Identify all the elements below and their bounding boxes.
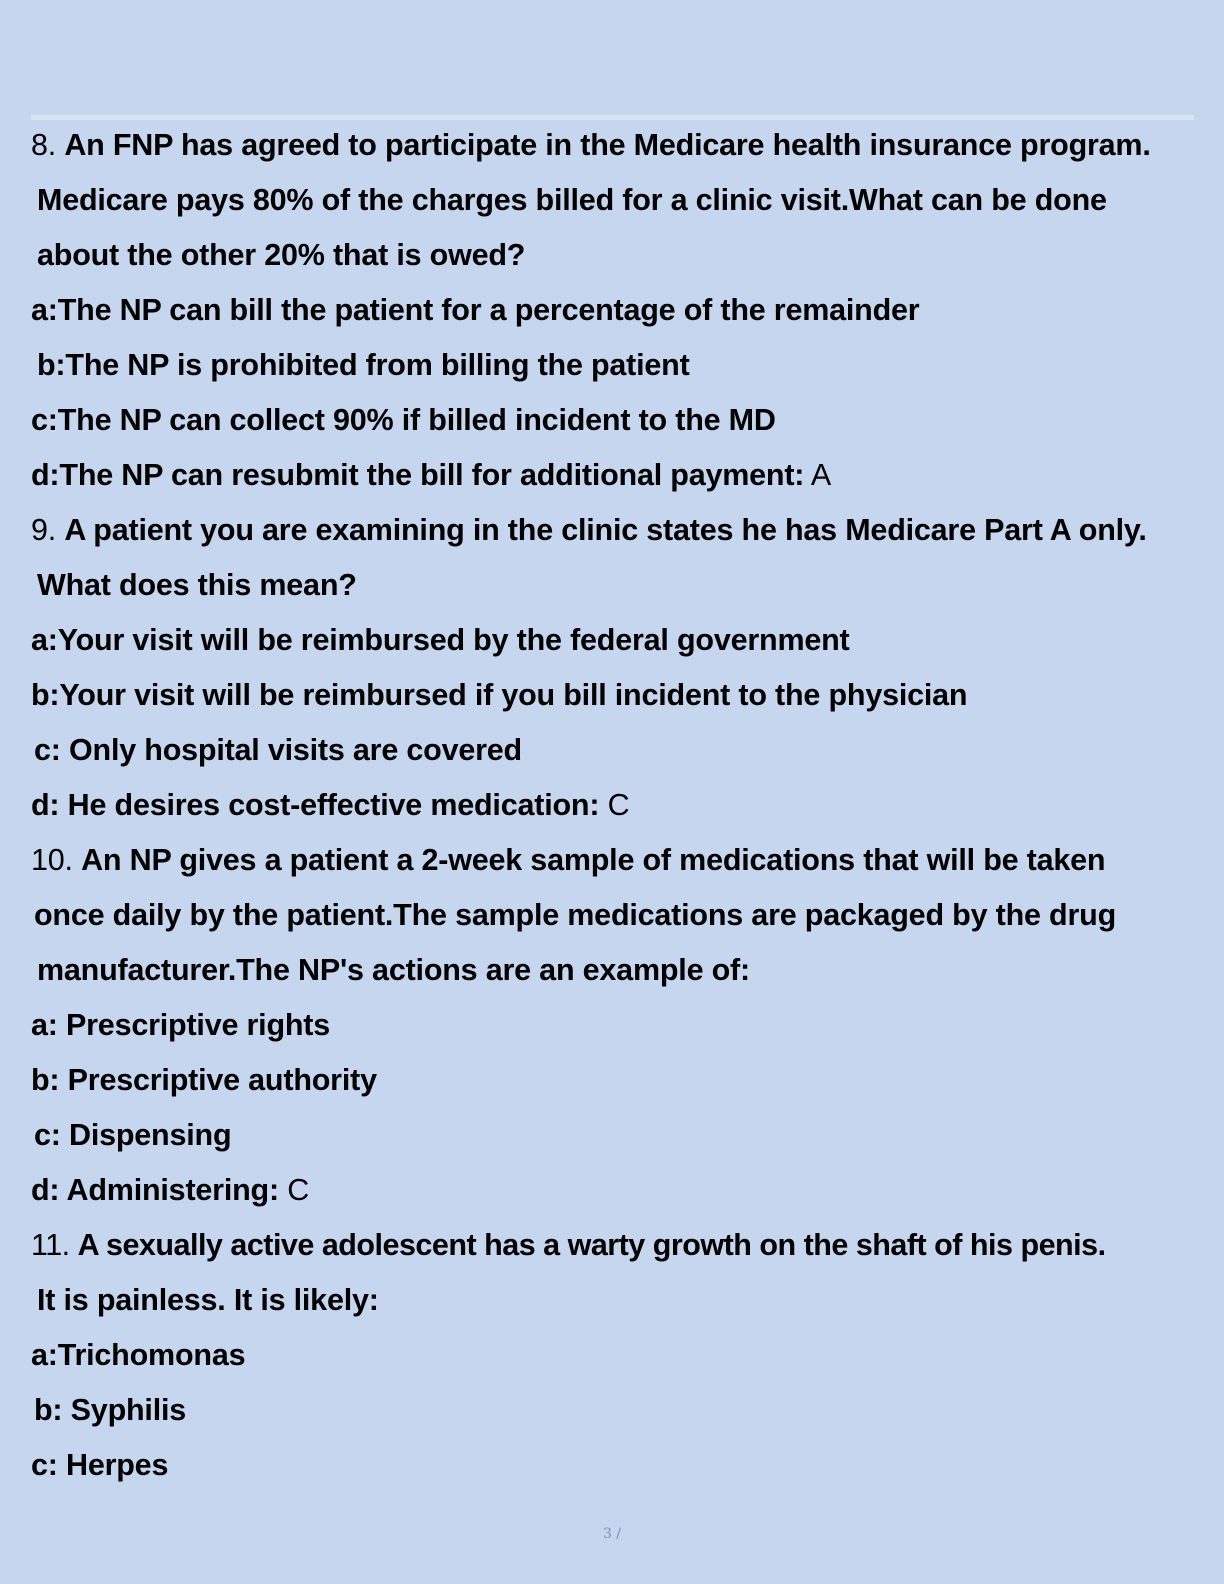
question-stem: An NP gives a patient a 2-week sample of medications that will be taken: [81, 843, 1106, 877]
question-11-stem-line-1: [31, 1218, 1201, 1273]
question-9-stem-line-2: [31, 558, 1201, 613]
question-stem: once daily by the patient.The sample medications are packaged by the drug: [34, 898, 1117, 932]
question-8-option-a: a:The NP can bill the patient for a percentage of the remainder: [31, 293, 920, 327]
question-number: 8.: [31, 128, 57, 162]
question-9-stem-line-1: [31, 503, 1201, 558]
question-9-option-d: d: He desires cost-effective medication: C: [31, 788, 630, 822]
question-stem: A patient you are examining in the clinic states he has Medicare Part A only.: [64, 513, 1147, 547]
question-number: 9.: [31, 513, 57, 547]
question-stem: An FNP has agreed to participate in the Medicare health insurance program.: [64, 128, 1151, 162]
question-stem: Medicare pays 80% of the charges billed for a clinic visit.What can be done: [37, 183, 1107, 217]
answer-key: A: [810, 458, 831, 492]
question-11-stem-line-2: [31, 1273, 1201, 1328]
question-9-option-c: c: Only hospital visits are covered: [34, 733, 522, 767]
question-9-option-b: b:Your visit will be reimbursed if you bill incident to the physician: [31, 678, 968, 712]
question-stem: about the other 20% that is owed?: [37, 238, 526, 272]
answer-key: C: [287, 1173, 310, 1207]
question-8-stem-line-3: [31, 228, 1201, 283]
question-8-stem-line-1: [31, 118, 1201, 173]
question-11-option-b: b: Syphilis: [34, 1393, 187, 1427]
question-8-stem-line-2: [31, 173, 1201, 228]
question-number: 10.: [31, 843, 73, 877]
question-9-option-a: a:Your visit will be reimbursed by the federal government: [31, 623, 850, 657]
question-11-option-a: a:Trichomonas: [31, 1338, 246, 1372]
page-number: 3 /: [602, 1526, 622, 1542]
question-number: 11.: [31, 1228, 70, 1262]
question-8-option-c: c:The NP can collect 90% if billed incident to the MD: [31, 403, 776, 437]
question-10-stem-line-3: [31, 943, 1201, 998]
question-stem: What does this mean?: [37, 568, 357, 602]
question-8-option-b: b:The NP is prohibited from billing the patient: [37, 348, 690, 382]
question-10-option-c: c: Dispensing: [34, 1118, 232, 1152]
question-stem: A sexually active adolescent has a warty growth on the shaft of his penis.: [77, 1228, 1106, 1262]
question-stem: manufacturer.The NP's actions are an example of:: [37, 953, 750, 987]
question-10-option-b: b: Prescriptive authority: [31, 1063, 377, 1097]
answer-key: C: [607, 788, 630, 822]
question-8-option-d: d:The NP can resubmit the bill for additional payment: A: [31, 458, 831, 492]
question-11-option-c: c: Herpes: [31, 1448, 169, 1482]
question-10-option-d: d: Administering: C: [31, 1173, 310, 1207]
document-body: [31, 118, 1201, 1493]
question-10-stem-line-2: [31, 888, 1201, 943]
question-10-option-a: a: Prescriptive rights: [31, 1008, 331, 1042]
question-10-stem-line-1: [31, 833, 1201, 888]
question-stem: It is painless. It is likely:: [37, 1283, 379, 1317]
